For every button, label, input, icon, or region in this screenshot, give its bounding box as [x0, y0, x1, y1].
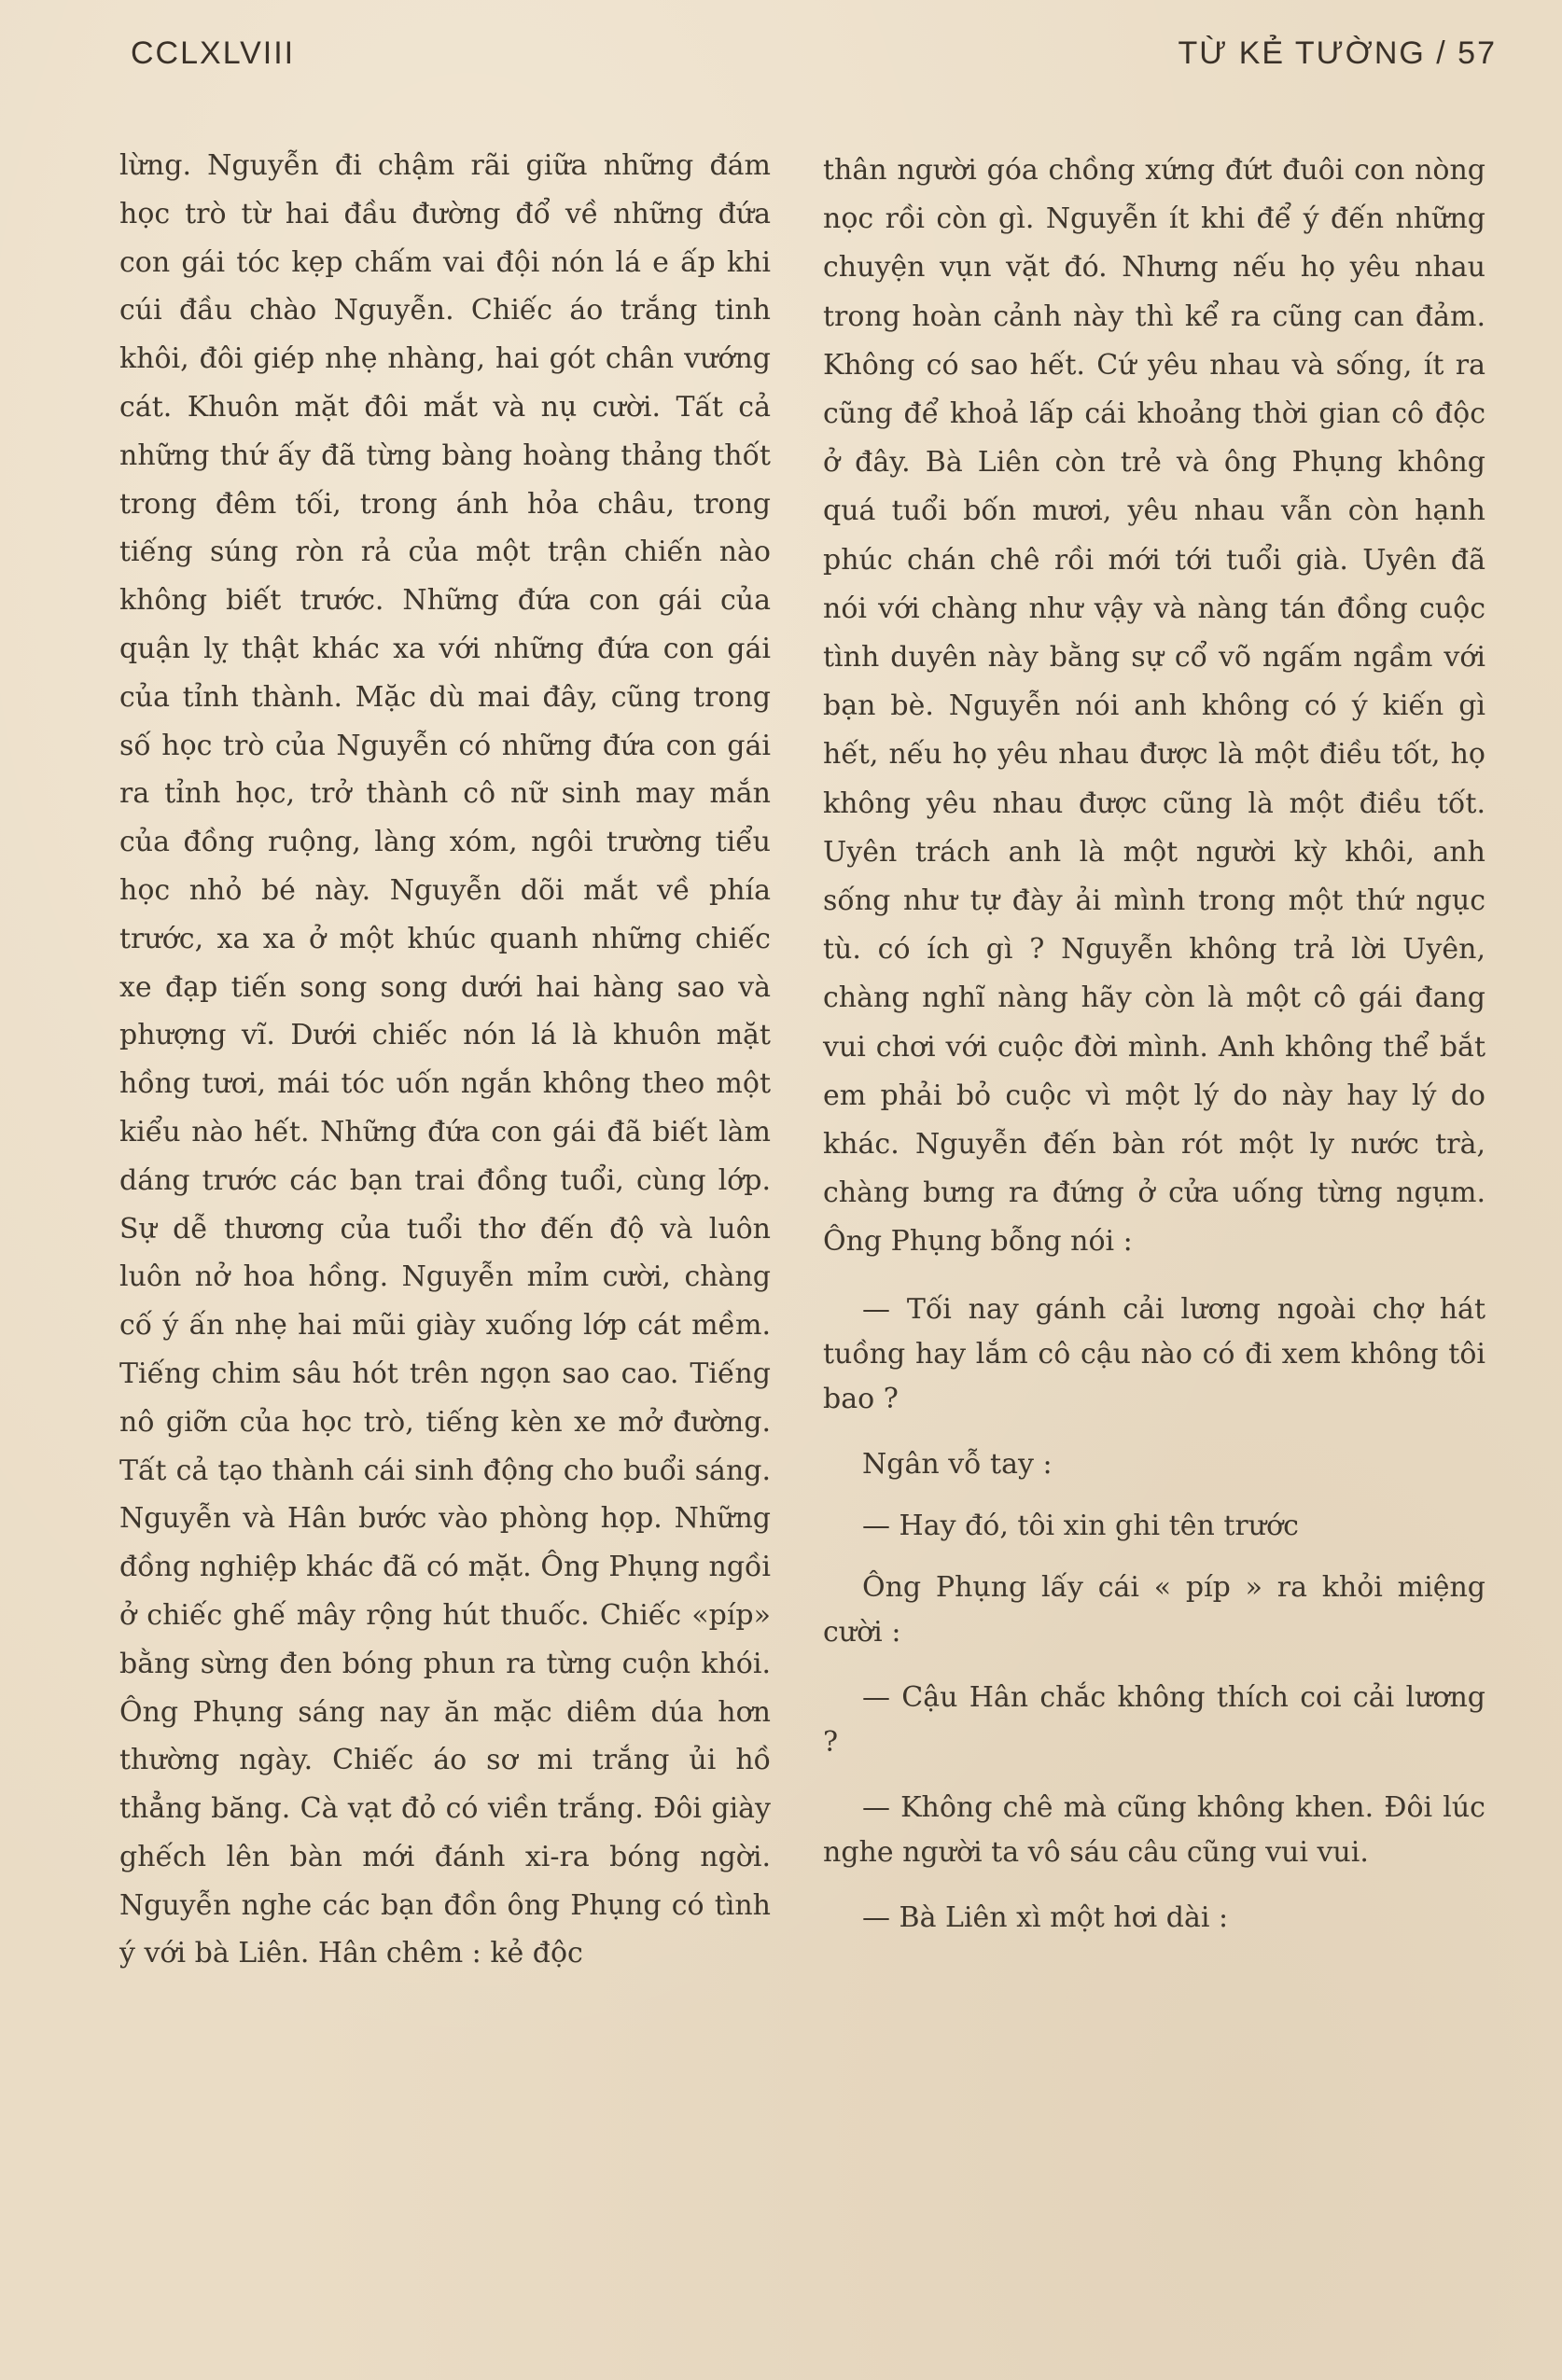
page-header: [131, 35, 1497, 82]
left-column-text: lừng. Nguyễn đi chậm rãi giữa những đám học trò từ hai đầu đường đổ về những đứa con gái tóc kẹp chấm vai đội nón lá e ấp khi cúi đầu chào Nguyễn. Chiếc áo trắng tinh khôi, đôi giép nhẹ nhàng, hai gót chân vướng cát. Khuôn mặt đôi mắt và nụ cười. Tất cả những thứ ấy đã từng bàng hoàng thảng thốt trong đêm tối, trong ánh hỏa châu, trong tiếng súng ròn rả của một trận chiến nào không biết trước. Những đứa con gái của quận lỵ thật khác xa với những đứa con gái của tỉnh thành. Mặc dù mai đây, cũng trong số học trò của Nguyễn có những đứa con gái ra tỉnh học, trở thành cô nữ sinh may mắn của đồng ruộng, làng xóm, ngôi trường tiểu học nhỏ bé này. Nguyễn dõi mắt về phía trước, xa xa ở một khúc quanh những chiếc xe đạp tiến song song dưới hai hàng sao và phượng vĩ. Dưới chiếc nón lá là khuôn mặt hồng tươi, mái tóc uốn ngắn không theo một kiểu nào hết. Những đứa con gái đã biết làm dáng trước các bạn trai đồng tuổi, cùng lớp. Sự dễ thương của tuổi thơ đến độ và luôn luôn nở hoa hồng. Nguyễn mỉm cười, chàng cố ý ấn nhẹ hai mũi giày xuống lớp cát mềm. Tiếng chim sâu hót trên ngọn sao cao. Tiếng nô giỡn của học trò, tiếng kèn xe mở đường. Tất cả tạo thành cái sinh động cho buổi sáng. Nguyễn và Hân bước vào phòng họp. Những đồng nghiệp khác đã có mặt. Ông Phụng ngồi ở chiếc ghế mây rộng hút thuốc. Chiếc «píp» bằng sừng đen bóng phun ra từng cuộn khói. Ông Phụng sáng nay ăn mặc diêm dúa hơn thường ngày. Chiếc áo sơ mi trắng ủi hồ thẳng băng. Cà vạt đỏ có viền trắng. Đôi giày ghếch lên bàn mới đánh xi-ra bóng ngời. Nguyễn nghe các bạn đồn ông Phụng có tình ý với bà Liên. Hân chêm : kẻ độc: [119, 149, 771, 1970]
dialog-line: — Hay đó, tôi xin ghi tên trước: [862, 1509, 1299, 1542]
running-title: TỪ KẺ TƯỜNG / 57: [1178, 35, 1497, 71]
dialog-line: — Cậu Hân chắc không thích coi cải lương ?: [823, 1680, 1485, 1759]
right-column-paragraph: thân người góa chồng xứng đứt đuôi con nòng nọc rồi còn gì. Nguyễn ít khi để ý đến những chuyện vụn vặt đó. Nhưng nếu họ yêu nhau trong hoàn cảnh này thì kể ra cũng can đảm. Không có sao hết. Cứ yêu nhau và sống, ít ra cũng để khoả lấp cái khoảng thời gian cô độc ở đây. Bà Liên còn trẻ và ông Phụng không quá tuổi bốn mươi, yêu nhau vẫn còn hạnh phúc chán chê rồi mới tới tuổi già. Uyên đã nói với chàng như vậy và nàng tán đồng cuộc tình duyên này bằng sự cổ võ ngấm ngầm với bạn bè. Nguyễn nói anh không có ý kiến gì hết, nếu họ yêu nhau được là một điều tốt, họ không yêu nhau được cũng là một điều tốt. Uyên trách anh là một người kỳ khôi, anh sống như tự đày ải mình trong một thứ ngục tù. có ích gì ? Nguyễn không trả lời Uyên, chàng nghĩ nàng hãy còn là một cô gái đang vui chơi với cuộc đời mình. Anh không thể bắt em phải bỏ cuộc vì một lý do này hay lý do khác. Nguyễn đến bàn rót một ly nước trà, chàng bưng ra đứng ở cửa uống từng ngụm. Ông Phụng bỗng nói :: [823, 154, 1485, 1259]
dialog-line: — Tối nay gánh cải lương ngoài chợ hát tuồng hay lắm cô cậu nào có đi xem không tôi bao ?: [823, 1292, 1485, 1415]
left-column: [119, 142, 771, 1978]
dialog-line: — Không chê mà cũng không khen. Đôi lúc nghe người ta vô sáu câu cũng vui vui.: [823, 1790, 1485, 1869]
dialog-line: Ông Phụng lấy cái « píp » ra khỏi miệng cười :: [823, 1570, 1485, 1649]
dialog-line: Ngân vỗ tay :: [862, 1447, 1053, 1481]
issue-number: CCLXLVIII: [131, 35, 296, 71]
right-column: [823, 146, 1485, 1941]
dialog-line: — Bà Liên xì một hơi dài :: [862, 1900, 1229, 1934]
